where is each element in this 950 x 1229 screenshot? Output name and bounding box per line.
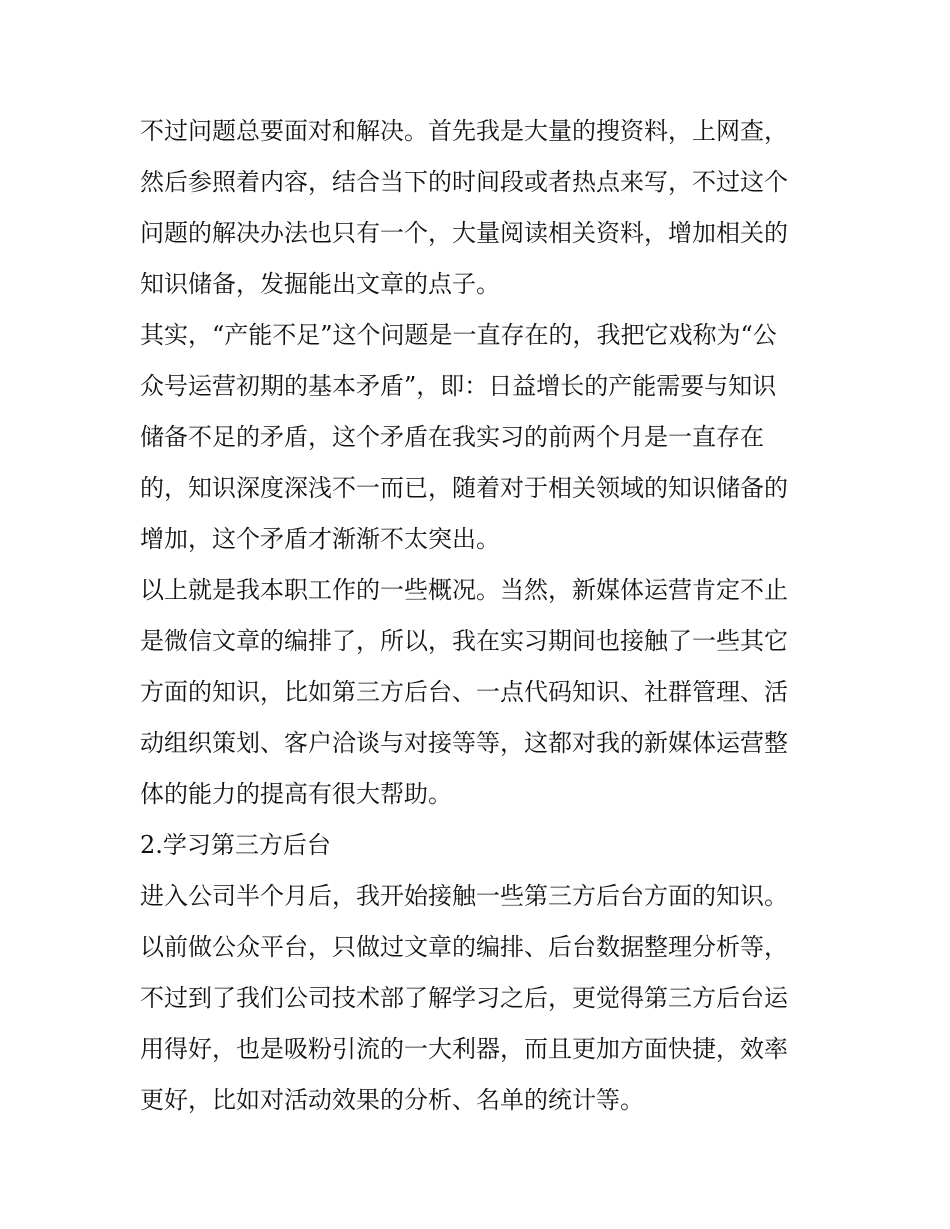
- document-page: [140, 106, 820, 1126]
- text-line: 动组织策划、客户洽谈与对接等等，这都对我的新媒体运营整: [140, 729, 788, 757]
- text-line: 问题的解决办法也只有一个，大量阅读相关资料，增加相关的: [140, 219, 788, 247]
- text-line: 不过到了我们公司技术部了解学习之后，更觉得第三方后台运: [140, 984, 788, 1012]
- text-line: 不过问题总要面对和解决。首先我是大量的搜资料，上网查，: [140, 117, 788, 145]
- text-line: 方面的知识，比如第三方后台、一点代码知识、社群管理、活: [140, 678, 788, 706]
- text-line: 众号运营初期的基本矛盾”，即：日益增长的产能需要与知识: [140, 372, 777, 400]
- text-line: 用得好，也是吸粉引流的一大利器，而且更加方面快捷，效率: [140, 1035, 788, 1063]
- text-line: 的，知识深度深浅不一而已，随着对于相关领域的知识储备的: [140, 474, 788, 502]
- text-line: 更好，比如对活动效果的分析、名单的统计等。: [140, 1086, 644, 1114]
- text-line: 其实，“产能不足”这个问题是一直存在的，我把它戏称为“公: [140, 321, 777, 349]
- text-line: 增加，这个矛盾才渐渐不太突出。: [140, 525, 500, 553]
- text-line: 以上就是我本职工作的一些概况。当然，新媒体运营肯定不止: [140, 576, 788, 604]
- text-line: 以前做公众平台，只做过文章的编排、后台数据整理分析等，: [140, 933, 788, 961]
- text-line: 进入公司半个月后，我开始接触一些第三方后台方面的知识。: [140, 882, 788, 910]
- section-heading: 2.学习第三方后台: [140, 831, 331, 859]
- text-line: 然后参照着内容，结合当下的时间段或者热点来写，不过这个: [140, 168, 788, 196]
- text-line: 知识储备，发掘能出文章的点子。: [140, 270, 500, 298]
- text-line: 体的能力的提高有很大帮助。: [140, 780, 452, 808]
- text-line: 储备不足的矛盾，这个矛盾在我实习的前两个月是一直存在: [140, 423, 764, 451]
- text-line: 是微信文章的编排了，所以，我在实习期间也接触了一些其它: [140, 627, 788, 655]
